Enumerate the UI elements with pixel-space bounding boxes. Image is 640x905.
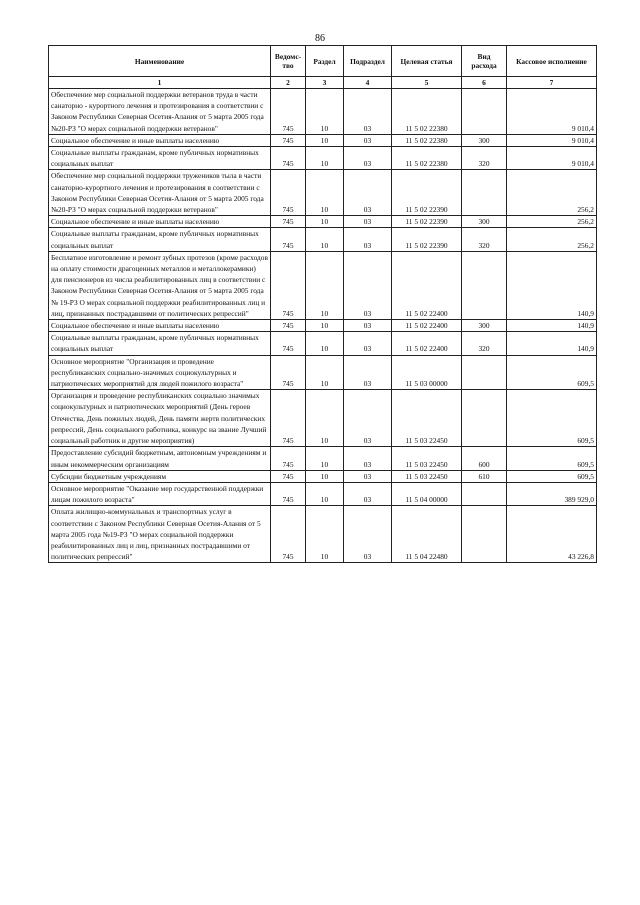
row-department: 745 — [271, 482, 306, 505]
table-row — [49, 147, 597, 170]
row-section: 10 — [306, 482, 344, 505]
row-name: Субсидии бюджетным учреждениям — [49, 470, 271, 482]
row-amount: 609,5 — [507, 447, 597, 470]
row-department: 745 — [271, 170, 306, 216]
row-amount: 43 226,8 — [507, 506, 597, 563]
row-section: 10 — [306, 390, 344, 447]
row-section: 10 — [306, 447, 344, 470]
row-amount: 609,5 — [507, 355, 597, 390]
row-section: 10 — [306, 320, 344, 332]
table-row — [49, 332, 597, 355]
row-expense-type — [462, 170, 507, 216]
row-section: 10 — [306, 251, 344, 319]
row-amount: 256,2 — [507, 216, 597, 228]
row-expense-type: 320 — [462, 228, 507, 251]
table-row — [49, 390, 597, 447]
row-department: 745 — [271, 320, 306, 332]
row-target-item: 11 5 02 22400 — [392, 251, 462, 319]
row-name: Организация и проведение республиканских социально значимых социокультурных и патриотических мероприятий (День героев Отечества, День пожилых людей, День памяти жертв политических репрессий, День социального работника, конкурс на звание Лучший социальный работник и другие мероприятия) — [49, 390, 271, 447]
table-row — [49, 506, 597, 563]
table-row — [49, 320, 597, 332]
row-name: Оплата жилищно-коммунальных и транспортных услуг в соответствии с Законом Республики Северная Осетия-Алания от 5 марта 2005 года №19-РЗ "О мерах социальной поддержки реабилитированных лиц и лиц, признанных пострадавшими от политических репрессий" — [49, 506, 271, 563]
header-department: Ведомс-тво — [271, 46, 306, 77]
column-number: 5 — [392, 77, 462, 89]
row-expense-type — [462, 482, 507, 505]
row-section: 10 — [306, 470, 344, 482]
row-target-item: 11 5 02 22380 — [392, 134, 462, 146]
row-subsection: 03 — [344, 251, 392, 319]
row-amount: 9 010,4 — [507, 134, 597, 146]
column-number: 3 — [306, 77, 344, 89]
row-amount: 609,5 — [507, 390, 597, 447]
header-expense-type: Вид расхода — [462, 46, 507, 77]
row-department: 745 — [271, 447, 306, 470]
row-expense-type: 300 — [462, 216, 507, 228]
row-section: 10 — [306, 170, 344, 216]
row-name: Социальные выплаты гражданам, кроме публичных нормативных социальных выплат — [49, 228, 271, 251]
row-expense-type: 300 — [462, 320, 507, 332]
column-number: 7 — [507, 77, 597, 89]
row-target-item: 11 5 03 00000 — [392, 355, 462, 390]
row-target-item: 11 5 02 22400 — [392, 332, 462, 355]
column-number: 6 — [462, 77, 507, 89]
column-number: 1 — [49, 77, 271, 89]
column-number: 4 — [344, 77, 392, 89]
row-expense-type — [462, 390, 507, 447]
budget-execution-table — [48, 45, 597, 563]
row-subsection: 03 — [344, 228, 392, 251]
row-department: 745 — [271, 228, 306, 251]
row-amount: 256,2 — [507, 170, 597, 216]
row-subsection: 03 — [344, 447, 392, 470]
table-row — [49, 251, 597, 319]
row-department: 745 — [271, 251, 306, 319]
table-row — [49, 355, 597, 390]
table-row — [49, 89, 597, 135]
row-target-item: 11 5 04 00000 — [392, 482, 462, 505]
row-expense-type — [462, 355, 507, 390]
row-department: 745 — [271, 506, 306, 563]
header-cash-execution: Кассовое исполнение — [507, 46, 597, 77]
row-department: 745 — [271, 390, 306, 447]
table-row — [49, 470, 597, 482]
row-section: 10 — [306, 506, 344, 563]
row-section: 10 — [306, 332, 344, 355]
row-subsection: 03 — [344, 482, 392, 505]
row-target-item: 11 5 03 22450 — [392, 447, 462, 470]
row-subsection: 03 — [344, 506, 392, 563]
table-row — [49, 228, 597, 251]
row-department: 745 — [271, 332, 306, 355]
row-section: 10 — [306, 355, 344, 390]
table-row — [49, 216, 597, 228]
page-number: 86 — [315, 33, 325, 44]
row-expense-type — [462, 89, 507, 135]
table-row — [49, 482, 597, 505]
header-target-item: Целевая статья — [392, 46, 462, 77]
row-subsection: 03 — [344, 216, 392, 228]
row-amount: 609,5 — [507, 470, 597, 482]
row-target-item: 11 5 02 22390 — [392, 170, 462, 216]
row-target-item: 11 5 02 22380 — [392, 147, 462, 170]
row-target-item: 11 5 03 22450 — [392, 470, 462, 482]
row-expense-type: 300 — [462, 134, 507, 146]
row-section: 10 — [306, 89, 344, 135]
row-amount: 9 010,4 — [507, 89, 597, 135]
table-row — [49, 134, 597, 146]
header-row — [49, 46, 597, 77]
row-department: 745 — [271, 470, 306, 482]
row-name: Социальное обеспечение и иные выплаты населению — [49, 216, 271, 228]
row-section: 10 — [306, 216, 344, 228]
row-expense-type: 610 — [462, 470, 507, 482]
row-department: 745 — [271, 216, 306, 228]
row-subsection: 03 — [344, 332, 392, 355]
column-number-row — [49, 77, 597, 89]
table-row — [49, 447, 597, 470]
row-name: Основное мероприятие "Оказание мер государственной поддержки лицам пожилого возраста" — [49, 482, 271, 505]
row-amount: 140,9 — [507, 251, 597, 319]
row-department: 745 — [271, 89, 306, 135]
row-name: Обеспечение мер социальной поддержки ветеранов труда в части санаторно - курортного лечения и протезирования в соответствии с Законом Республики Северная Осетия-Алания от 5 марта 2005 года №20-РЗ "О мерах социальной поддержки ветеранов" — [49, 89, 271, 135]
row-expense-type: 600 — [462, 447, 507, 470]
row-amount: 389 929,0 — [507, 482, 597, 505]
row-name: Предоставление субсидий бюджетным, автономным учреждениям и иным некоммерческим организациям — [49, 447, 271, 470]
row-amount: 140,9 — [507, 332, 597, 355]
row-target-item: 11 5 02 22380 — [392, 89, 462, 135]
row-subsection: 03 — [344, 320, 392, 332]
row-target-item: 11 5 02 22390 — [392, 216, 462, 228]
row-section: 10 — [306, 228, 344, 251]
row-name: Социальные выплаты гражданам, кроме публичных нормативных социальных выплат — [49, 147, 271, 170]
row-subsection: 03 — [344, 355, 392, 390]
row-section: 10 — [306, 134, 344, 146]
row-amount: 9 010,4 — [507, 147, 597, 170]
row-subsection: 03 — [344, 470, 392, 482]
row-subsection: 03 — [344, 170, 392, 216]
row-section: 10 — [306, 147, 344, 170]
row-department: 745 — [271, 134, 306, 146]
column-number: 2 — [271, 77, 306, 89]
row-amount: 256,2 — [507, 228, 597, 251]
row-name: Бесплатное изготовление и ремонт зубных протезов (кроме расходов на оплату стоимости драгоценных металлов и металлокерамики) для пенсионеров из числа реабилитированных лиц в соответствии с Законом Республики Северная Осетия-Алания от 5 марта 2005 года № 19-РЗ О мерах социальной поддержки реабилитированных лиц и лиц, признанных пострадавшими от политических репрессий" — [49, 251, 271, 319]
row-target-item: 11 5 02 22390 — [392, 228, 462, 251]
row-expense-type: 320 — [462, 332, 507, 355]
row-name: Социальные выплаты гражданам, кроме публичных нормативных социальных выплат — [49, 332, 271, 355]
row-amount: 140,9 — [507, 320, 597, 332]
row-department: 745 — [271, 147, 306, 170]
row-subsection: 03 — [344, 89, 392, 135]
row-name: Обеспечение мер социальной поддержки тружеников тыла в части санаторно-курортного лечения и протезирования в соответствии с Законом Республики Северная Осетия-Алания от 5 марта 2005 года №20-РЗ "О мерах социальной поддержки ветеранов" — [49, 170, 271, 216]
row-target-item: 11 5 02 22400 — [392, 320, 462, 332]
row-expense-type: 320 — [462, 147, 507, 170]
table-row — [49, 170, 597, 216]
row-target-item: 11 5 04 22480 — [392, 506, 462, 563]
row-name: Социальное обеспечение и иные выплаты населению — [49, 134, 271, 146]
header-name: Наименование — [49, 46, 271, 77]
row-name: Основное мероприятие "Организация и проведение республиканских социально-значимых социокультурных и патриотических мероприятий для людей пожилого возраста" — [49, 355, 271, 390]
row-expense-type — [462, 506, 507, 563]
header-subsection: Подраздел — [344, 46, 392, 77]
row-target-item: 11 5 03 22450 — [392, 390, 462, 447]
row-subsection: 03 — [344, 134, 392, 146]
row-subsection: 03 — [344, 147, 392, 170]
row-department: 745 — [271, 355, 306, 390]
row-expense-type — [462, 251, 507, 319]
header-section: Раздел — [306, 46, 344, 77]
row-name: Социальное обеспечение и иные выплаты населению — [49, 320, 271, 332]
row-subsection: 03 — [344, 390, 392, 447]
